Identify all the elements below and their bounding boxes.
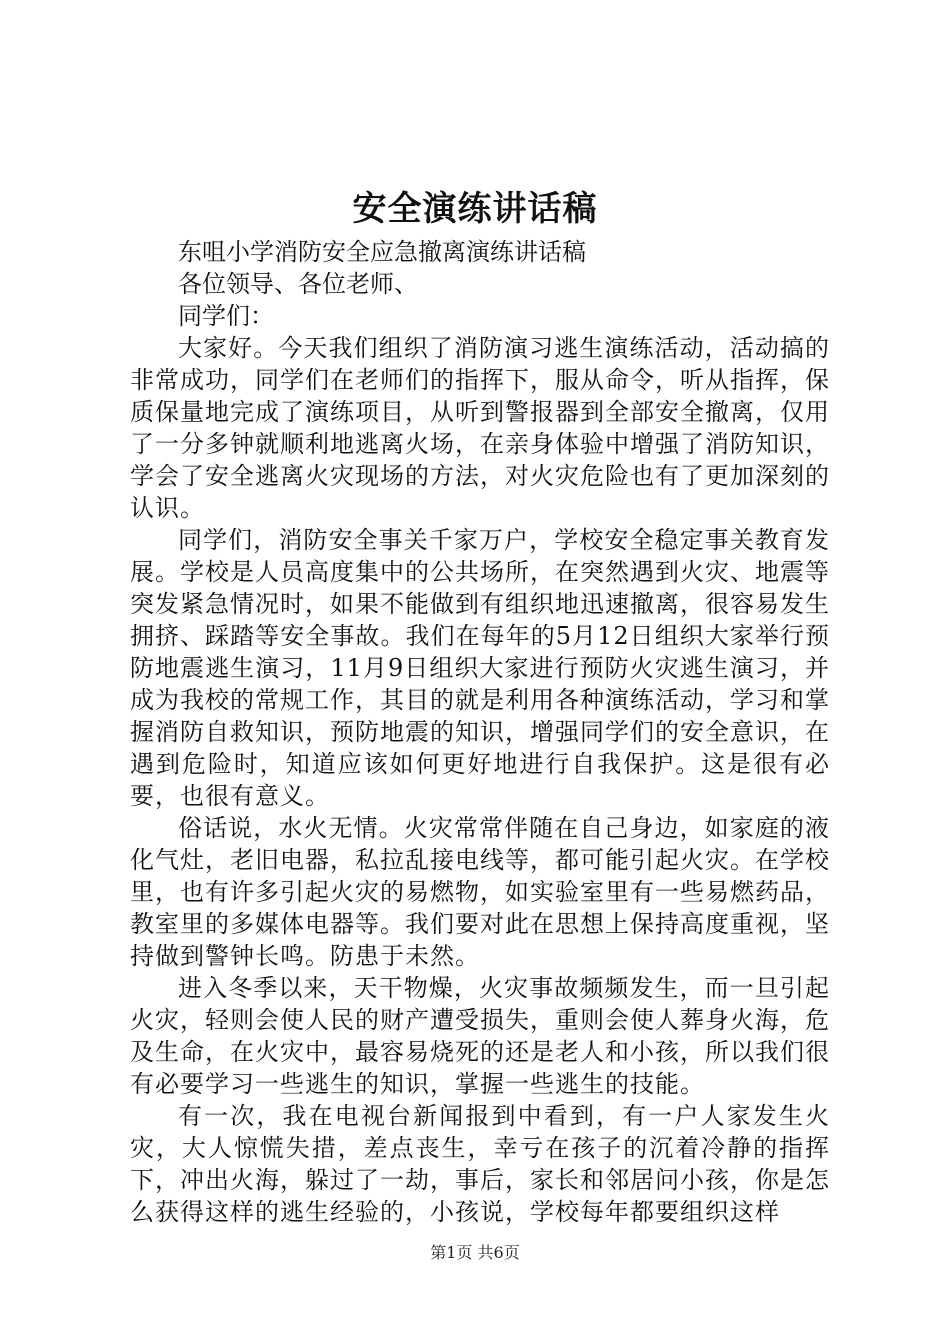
document-title: 安全演练讲话稿 — [352, 189, 598, 229]
page-footer: 第1页 共6页 — [430, 1243, 520, 1262]
body-paragraph-5: 有一次，我在电视台新闻报到中看到，有一户人家发生火灾，大人惊慌失措，差点丧生，幸亏在孩子的沉着冷静的指挥下，冲出火海，躲过了一劫，事后，家长和邻居问小孩，你是怎么获得这样的逃生经验的，小孩说，学校每年都要组织这样 — [130, 1102, 830, 1226]
document-body — [130, 236, 830, 1228]
body-paragraph-3: 俗话说，水火无情。火灾常常伴随在自己身边，如家庭的液化气灶，老旧电器，私拉乱接电线等，都可能引起火灾。在学校里，也有许多引起火灾的易燃物，如实验室里有一些易燃药品，教室里的多媒体电器等。我们要对此在思想上保持高度重视，坚持做到警钟长鸣。防患于未然。 — [130, 814, 830, 970]
body-paragraph-1: 大家好。今天我们组织了消防演习逃生演练活动，活动搞的非常成功，同学们在老师们的指挥下，服从命令，听从指挥，保质保量地完成了演练项目，从听到警报器到全部安全撤离，仅用了一分多钟就顺利地逃离火场，在亲身体验中增强了消防知识，学会了安全逃离火灾现场的方法，对火灾危险也有了更加深刻的认识。 — [130, 334, 830, 522]
salutation-line-2: 同学们： — [178, 302, 274, 330]
body-paragraph-4: 进入冬季以来，天干物燥，火灾事故频频发生，而一旦引起火灾，轻则会使人民的财产遭受损失，重则会使人葬身火海，危及生命，在火灾中，最容易烧死的还是老人和小孩，所以我们很有必要学习一些逃生的知识，掌握一些逃生的技能。 — [130, 974, 830, 1098]
body-paragraph-2: 同学们，消防安全事关千家万户，学校安全稳定事关教育发展。学校是人员高度集中的公共场所，在突然遇到火灾、地震等突发紧急情况时，如果不能做到有组织地迅速撤离，很容易发生拥挤、踩踏等安全事故。我们在每年的5月12日组织大家举行预防地震逃生演习，11月9日组织大家进行预防火灾逃生演习，并成为我校的常规工作，其目的就是利用各种演练活动，学习和掌握消防自救知识，预防地震的知识，增强同学们的安全意识，在遇到危险时，知道应该如何更好地进行自我保护。这是很有必要，也很有意义。 — [130, 526, 830, 810]
speech-subtitle: 东咀小学消防安全应急撤离演练讲话稿 — [178, 238, 586, 266]
salutation-line-1: 各位领导、各位老师、 — [178, 270, 418, 298]
